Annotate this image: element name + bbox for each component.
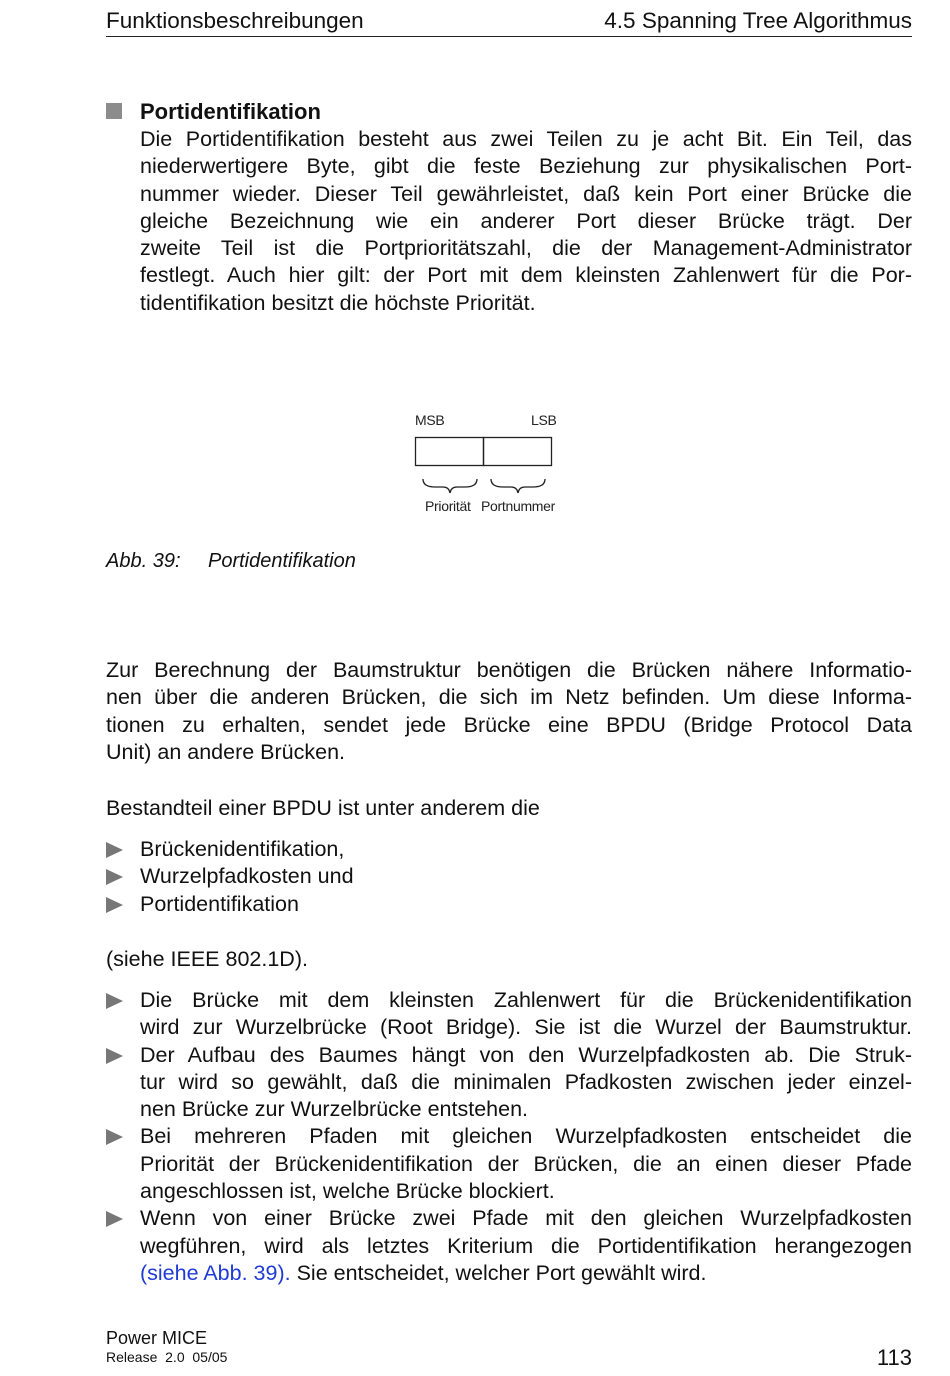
paragraph-bpdu-intro	[106, 657, 912, 766]
text-line: tidentifikation besitzt die höchste Priorität.	[140, 290, 536, 315]
list-item	[106, 1123, 912, 1205]
header-section: 4.5 Spanning Tree Algorithmus	[604, 8, 912, 33]
bullet-arrow-icon	[106, 842, 123, 858]
text-line: nen Brücke zur Wurzelbrücke entstehen.	[140, 1097, 528, 1122]
text-line: nummer wieder. Dieser Teil gewährleistet, daß kein Port einer Brücke die	[140, 181, 912, 206]
page-header	[106, 6, 912, 37]
section-title: Portidentifikation	[140, 99, 321, 124]
portnumber-brace	[491, 479, 545, 493]
list-item-text: Wurzelpfadkosten und	[140, 864, 354, 889]
bpdu-component-list	[106, 836, 912, 918]
caption-text: Portidentifikation	[208, 550, 356, 572]
spanning-tree-rules-list	[106, 987, 912, 1287]
lsb-label: LSB	[531, 412, 557, 428]
figure-caption	[106, 550, 356, 573]
text-line	[140, 1260, 912, 1287]
text-line: nen über die anderen Brücken, die sich im Netz befinden. Um diese Informa-	[106, 685, 912, 710]
list-item-text: Brückenidentifikation,	[140, 837, 345, 861]
text-line: Unit) an andere Brücken.	[106, 739, 346, 764]
list-item	[106, 987, 912, 1042]
bullet-arrow-icon	[106, 869, 123, 885]
msb-byte-box	[416, 438, 484, 466]
section-square-icon	[106, 103, 122, 119]
footer-release: Release 2.0 05/05	[106, 1349, 228, 1365]
section-paragraph	[140, 126, 912, 317]
page-number: 113	[876, 1345, 912, 1370]
footer-product: Power MICE	[106, 1328, 208, 1348]
text-line: Wenn von einer Brücke zwei Pfade mit den gleichen Wurzelpfadkosten	[140, 1206, 912, 1231]
paragraph-ieee-ref: (siehe IEEE 802.1D).	[106, 947, 308, 971]
text-line: festlegt. Auch hier gilt: der Port mit dem kleinsten Zahlenwert für die Por-	[140, 263, 912, 288]
text-line: angeschlossen ist, welche Brücke blockiert.	[140, 1179, 555, 1204]
text-line: tionen zu erhalten, sendet jede Brücke eine BPDU (Bridge Protocol Data	[106, 712, 912, 737]
text-line: niederwertigere Byte, gibt die feste Beziehung zur physikalischen Port-	[140, 154, 912, 179]
list-item	[106, 836, 912, 863]
text-line: zweite Teil ist die Portprioritätszahl, die der Management-Administrator	[140, 236, 912, 261]
list-item-text: Portidentifikation	[140, 891, 299, 916]
msb-label: MSB	[415, 412, 445, 428]
text-line: wird zur Wurzelbrücke (Root Bridge). Sie ist die Wurzel der Baumstruktur.	[140, 1015, 912, 1040]
bullet-arrow-icon	[106, 897, 123, 913]
priority-brace	[423, 479, 477, 493]
portnumber-label: Portnummer	[481, 498, 556, 514]
portid-figure	[405, 405, 575, 525]
text-line: tur wird so gewählt, daß die minimalen Pfadkosten zwischen jeder einzel-	[140, 1069, 912, 1094]
paragraph-bpdu-components: Bestandteil einer BPDU ist unter anderem die	[106, 796, 540, 820]
figure-reference-link[interactable]: (siehe Abb. 39).	[140, 1260, 291, 1285]
priority-label: Priorität	[425, 498, 471, 514]
list-item	[106, 1205, 912, 1287]
list-item	[106, 863, 912, 890]
caption-number: Abb. 39:	[106, 550, 181, 572]
list-item	[106, 891, 912, 918]
text-line: Bei mehreren Pfaden mit gleichen Wurzelpfadkosten entscheidet die	[140, 1124, 912, 1149]
lsb-byte-box	[484, 438, 552, 466]
page-footer	[106, 1328, 227, 1366]
text-line: Zur Berechnung der Baumstruktur benötigen die Brücken nähere Informatio-	[106, 658, 912, 682]
text-line: wegführen, wird als letztes Kriterium die Portidentifikation herangezogen	[140, 1233, 912, 1258]
text-line: gleiche Bezeichnung wie ein anderer Port dieser Brücke trägt. Der	[140, 208, 912, 233]
text-line: Die Portidentifikation besteht aus zwei Teilen zu je acht Bit. Ein Teil, das	[140, 127, 912, 151]
text-line: Die Brücke mit dem kleinsten Zahlenwert für die Brückenidentifikation	[140, 988, 912, 1012]
text-line: Priorität der Brückenidentifikation der Brücken, die an einen dieser Pfade	[140, 1151, 912, 1176]
bullet-arrow-icon	[106, 1211, 123, 1227]
text-line: Der Aufbau des Baumes hängt von den Wurzelpfadkosten ab. Die Struk-	[140, 1042, 912, 1067]
bullet-arrow-icon	[106, 1048, 123, 1064]
list-item	[106, 1042, 912, 1124]
bullet-arrow-icon	[106, 993, 123, 1009]
text-tail: Sie entscheidet, welcher Port gewählt wird.	[290, 1260, 707, 1285]
header-chapter: Funktionsbeschreibungen	[106, 8, 364, 33]
bullet-arrow-icon	[106, 1129, 123, 1145]
